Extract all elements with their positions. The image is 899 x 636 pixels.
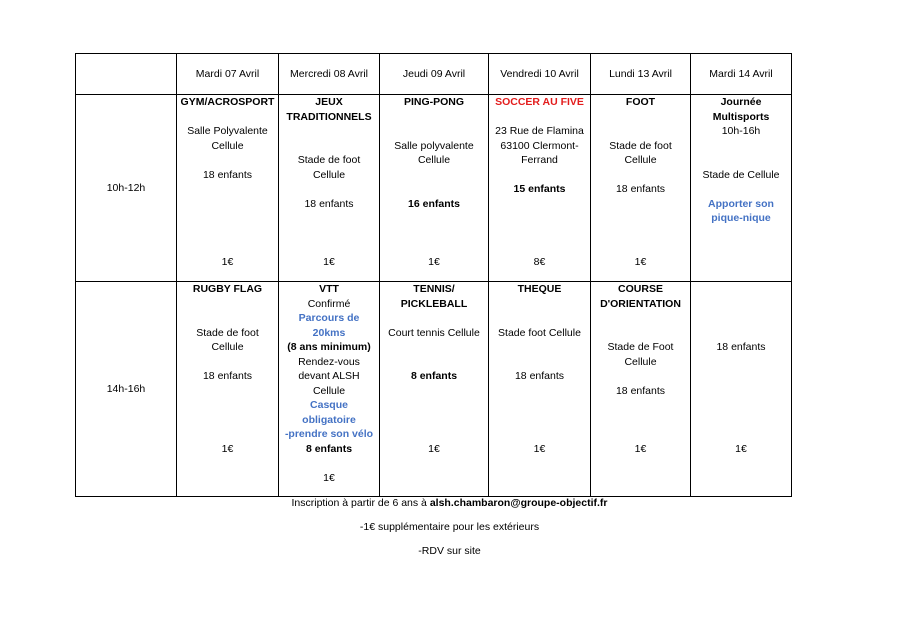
cell-line: Stade de Foot xyxy=(607,341,674,353)
cell-line: Confirmé xyxy=(307,297,351,310)
supplement-note: -1€ supplémentaire pour les extérieurs xyxy=(359,521,540,533)
cell-line xyxy=(594,211,687,226)
morning-row xyxy=(76,95,792,282)
cell-line xyxy=(694,384,788,399)
cell-line: 18 enfants xyxy=(716,341,766,353)
cell-line xyxy=(180,211,275,226)
cell-line xyxy=(594,226,687,241)
time-slot-morning: 10h-12h xyxy=(76,95,177,282)
cell-line: COURSE xyxy=(618,283,663,295)
cell-line xyxy=(383,311,485,326)
cell-line: PING-PONG xyxy=(403,96,465,108)
cell-line: 1€ xyxy=(323,471,335,484)
cell-line: SOCCER AU FIVE xyxy=(495,96,584,108)
cell-line xyxy=(282,211,376,226)
cell-line xyxy=(383,340,485,355)
cell-line xyxy=(383,226,485,241)
cell-line: D'ORIENTATION xyxy=(600,297,681,310)
cell-line xyxy=(594,398,687,413)
contact-email[interactable]: alsh.chambaron@groupe-objectif.fr xyxy=(429,497,608,509)
cell-line xyxy=(492,340,587,355)
cell-line xyxy=(492,413,587,428)
cell-line: 8 enfants xyxy=(305,442,353,455)
cell-line: JEUX xyxy=(315,96,343,108)
day-header: Mardi 14 Avril xyxy=(691,54,792,95)
cell-line: -prendre son vélo xyxy=(284,428,374,440)
cell-line: TENNIS/ xyxy=(413,283,455,295)
cell-line xyxy=(383,398,485,413)
cell-line xyxy=(383,124,485,139)
cell-line xyxy=(694,139,788,154)
cell-line xyxy=(180,311,275,326)
day-header: Jeudi 09 Avril xyxy=(380,54,489,95)
cell-line xyxy=(694,297,788,312)
cell-line: Stade foot Cellule xyxy=(498,326,581,339)
cell-line xyxy=(180,197,275,212)
cell-line: 18 enfants xyxy=(202,168,253,181)
cell-line: Cellule xyxy=(211,139,244,152)
cell-line xyxy=(383,211,485,226)
cell-line: 1€ xyxy=(735,442,747,455)
cell-line: devant ALSH xyxy=(298,370,360,382)
cell-line xyxy=(492,110,587,125)
cell-line xyxy=(492,355,587,370)
cell-line: 1€ xyxy=(221,255,234,268)
cell-line: Casque xyxy=(310,399,348,411)
cell-line: FOOT xyxy=(625,96,656,108)
cell-line xyxy=(492,427,587,442)
cell-line: 18 enfants xyxy=(514,370,565,382)
cell-line: 1€ xyxy=(634,255,647,268)
cell-line: 1€ xyxy=(323,255,335,268)
cell-line xyxy=(694,282,788,297)
cell-line: pique-nique xyxy=(711,212,771,224)
activity-cell xyxy=(279,95,380,282)
cell-line xyxy=(180,427,275,442)
cell-line xyxy=(694,311,788,326)
activity-cell xyxy=(279,282,380,497)
cell-line xyxy=(492,311,587,326)
cell-line xyxy=(282,240,376,255)
cell-line xyxy=(180,226,275,241)
cell-line xyxy=(492,197,587,212)
cell-line: Cellule xyxy=(624,154,657,166)
cell-line xyxy=(594,124,687,139)
cell-line: 1€ xyxy=(634,442,647,455)
cell-line xyxy=(594,110,687,125)
cell-line xyxy=(383,182,485,197)
cell-line: 16 enfants xyxy=(408,197,460,210)
cell-line: Cellule xyxy=(312,168,346,181)
cell-line: 63100 Clermont- xyxy=(500,139,579,152)
cell-line xyxy=(180,413,275,428)
rdv-note: -RDV sur site xyxy=(418,545,481,557)
cell-line xyxy=(383,110,485,125)
cell-line: 1€ xyxy=(428,442,440,455)
activity-cell xyxy=(489,282,591,497)
cell-line xyxy=(492,226,587,241)
header-row xyxy=(76,54,792,95)
cell-line: Ferrand xyxy=(521,154,558,166)
cell-line: VTT xyxy=(319,283,339,295)
cell-line: 18 enfants xyxy=(202,370,253,382)
cell-line: Stade de foot xyxy=(609,139,672,152)
cell-line xyxy=(383,413,485,428)
cell-line xyxy=(694,355,788,370)
cell-line: 18 enfants xyxy=(615,183,666,195)
cell-line: TRADITIONNELS xyxy=(286,110,372,123)
activity-cell xyxy=(691,95,792,282)
inscription-text: Inscription à partir de 6 ans à xyxy=(291,497,430,509)
day-header: Lundi 13 Avril xyxy=(591,54,691,95)
day-header: Mardi 07 Avril xyxy=(177,54,279,95)
cell-line: PICKLEBALL xyxy=(400,297,468,310)
cell-line xyxy=(594,240,687,255)
cell-line xyxy=(492,211,587,226)
cell-line: Stade de foot xyxy=(297,154,361,166)
cell-line xyxy=(282,139,376,154)
cell-line: Stade de Cellule xyxy=(702,168,780,181)
activity-cell xyxy=(177,95,279,282)
cell-line: obligatoire xyxy=(302,413,356,426)
schedule-table xyxy=(75,53,792,497)
cell-line: THEQUE xyxy=(517,283,562,295)
cell-line xyxy=(180,384,275,399)
activity-cell xyxy=(691,282,792,497)
cell-line: 1€ xyxy=(533,442,546,455)
afternoon-row xyxy=(76,282,792,497)
activity-cell xyxy=(591,95,691,282)
cell-line: 1€ xyxy=(221,442,234,455)
cell-line xyxy=(282,456,376,471)
cell-line: Salle polyvalente xyxy=(394,139,474,152)
cell-line xyxy=(594,197,687,212)
cell-line xyxy=(282,182,376,197)
cell-line xyxy=(492,398,587,413)
cell-line xyxy=(594,168,687,183)
cell-line xyxy=(180,182,275,197)
cell-line xyxy=(694,369,788,384)
cell-line: Journée xyxy=(720,96,762,108)
cell-line xyxy=(492,297,587,312)
cell-line: 18 enfants xyxy=(615,384,666,397)
cell-line xyxy=(694,413,788,428)
cell-line xyxy=(180,110,275,125)
cell-line: 20kms xyxy=(312,326,346,339)
cell-line xyxy=(282,124,376,139)
cell-line xyxy=(492,384,587,399)
cell-line xyxy=(180,297,275,312)
cell-line xyxy=(694,427,788,442)
cell-line: 15 enfants xyxy=(513,183,566,195)
cell-line xyxy=(383,355,485,370)
cell-line xyxy=(383,427,485,442)
cell-line xyxy=(383,384,485,399)
cell-line xyxy=(180,240,275,255)
cell-line: Cellule xyxy=(211,341,244,353)
cell-line: (8 ans minimum) xyxy=(287,341,371,353)
cell-line xyxy=(594,369,687,384)
cell-line xyxy=(594,427,687,442)
cell-line xyxy=(383,168,485,183)
cell-line xyxy=(282,226,376,241)
activity-cell xyxy=(380,95,489,282)
cell-line: Cellule xyxy=(312,384,346,397)
cell-line xyxy=(594,326,687,341)
cell-line: 8€ xyxy=(533,255,546,268)
time-slot-afternoon: 14h-16h xyxy=(76,282,177,497)
cell-line: Stade de foot xyxy=(196,326,259,339)
cell-line: Parcours de xyxy=(298,312,360,324)
inscription-line xyxy=(0,496,899,510)
activity-cell xyxy=(489,95,591,282)
cell-line xyxy=(694,153,788,168)
activity-cell xyxy=(380,282,489,497)
corner-cell xyxy=(76,54,177,95)
cell-line: Court tennis Cellule xyxy=(388,326,480,339)
cell-line xyxy=(180,153,275,168)
cell-line: 18 enfants xyxy=(304,197,354,210)
cell-line xyxy=(594,413,687,428)
day-header: Vendredi 10 Avril xyxy=(489,54,591,95)
cell-line xyxy=(694,326,788,341)
cell-line: GYM/ACROSPORT xyxy=(180,96,275,108)
cell-line: Salle Polyvalente xyxy=(187,125,268,137)
day-header: Mercredi 08 Avril xyxy=(279,54,380,95)
activity-cell xyxy=(591,282,691,497)
cell-line xyxy=(180,355,275,370)
cell-line xyxy=(694,398,788,413)
activity-cell xyxy=(177,282,279,497)
cell-line xyxy=(492,240,587,255)
cell-line xyxy=(694,182,788,197)
cell-line xyxy=(383,240,485,255)
cell-line: 10h-16h xyxy=(721,125,761,137)
cell-line: Rendez-vous xyxy=(298,355,360,368)
cell-line xyxy=(180,398,275,413)
cell-line: Cellule xyxy=(417,154,451,166)
cell-line: 1€ xyxy=(428,255,440,268)
cell-line: Multisports xyxy=(712,110,770,123)
cell-line: 8 enfants xyxy=(410,370,458,382)
cell-line: Apporter son xyxy=(708,197,774,210)
cell-line: RUGBY FLAG xyxy=(192,283,263,295)
cell-line: 23 Rue de Flamina xyxy=(495,125,584,137)
cell-line xyxy=(594,311,687,326)
cell-line: Cellule xyxy=(624,355,657,368)
cell-line xyxy=(492,168,587,183)
